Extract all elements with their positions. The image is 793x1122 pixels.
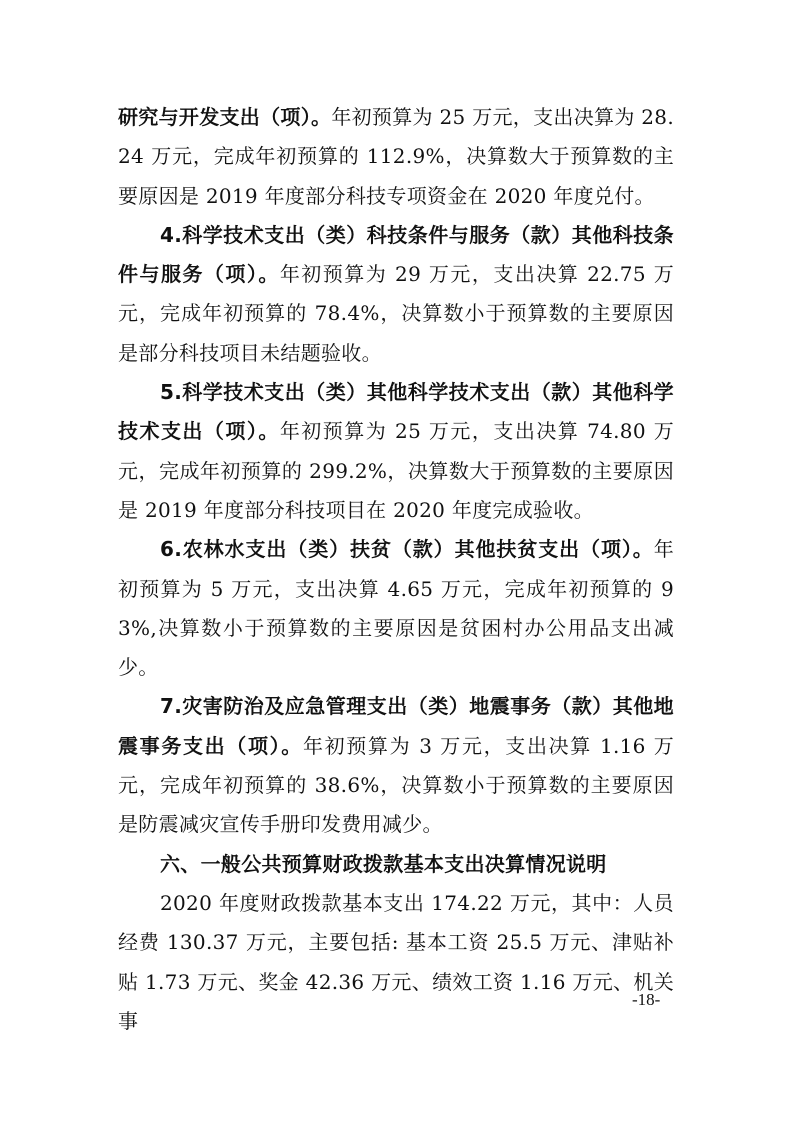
paragraph-bold-lead: 研究与开发支出（项）。 [118,105,332,129]
paragraph-item-5 [118,373,674,530]
paragraph-text: 年初预算为 25 万元，支出决算 74.80 万元，完成年初预算的 299.2%，决算数大于预算数的主要原因是 2019 年度部分科技项目在 2020 年度完成验收。 [118,419,674,522]
paragraph-basic-expenditure: 2020 年度财政拨款基本支出 174.22 万元，其中：人员经费 130.37 万元，主要包括: 基本工资 25.5 万元、津贴补贴 1.73 万元、奖金 42.36 万元、绩效工资 1.16 万元、机关事 [118,890,674,1033]
paragraph-bold-lead: 4.科学技术支出（类）科技条件与服务（款）其他科技条件与服务（项）。 [118,222,674,287]
paragraph-item-4 [118,216,674,373]
page-number: -18- [632,990,661,1009]
paragraph-text: 年初预算为 25 万元，支出决算为 28.24 万元，完成年初预算的 112.9%，决算数大于预算数的主要原因是 2019 年度部分科技专项资金在 2020 年度兑付。 [118,105,674,208]
paragraph-bold-lead: 5.科学技术支出（类）其他科学技术支出（款）其他科学技术支出（项）。 [118,380,674,444]
document-body [118,98,674,1041]
paragraph-text: 年初预算为 3 万元，支出决算 1.16 万元，完成年初预算的 38.6%，决算数小于预算数的主要原因是防震减灾宣传手册印发费用减少。 [118,733,674,837]
paragraph-research-development [118,98,674,216]
paragraph-bold-lead: 6.农林水支出（类）扶贫（款）其他扶贫支出（项）。 [160,537,654,562]
section-heading: 六、一般公共预算财政拨款基本支出决算情况说明 [160,851,607,876]
paragraph-text: 年初预算为 29 万元，支出决算 22.75 万元，完成年初预算的 78.4%，决算数小于预算数的主要原因是部分科技项目未结题验收。 [118,262,674,365]
paragraph-item-7 [118,687,674,844]
paragraph-item-6 [118,530,674,687]
paragraph-text: 年初预算为 5 万元，支出决算 4.65 万元，完成年初预算的 93%,决算数小于预算数的主要原因是贫困村办公用品支出减少。 [118,537,674,680]
paragraph-bold-lead: 7.灾害防治及应急管理支出（类）地震事务（款）其他地震事务支出（项）。 [118,694,674,758]
